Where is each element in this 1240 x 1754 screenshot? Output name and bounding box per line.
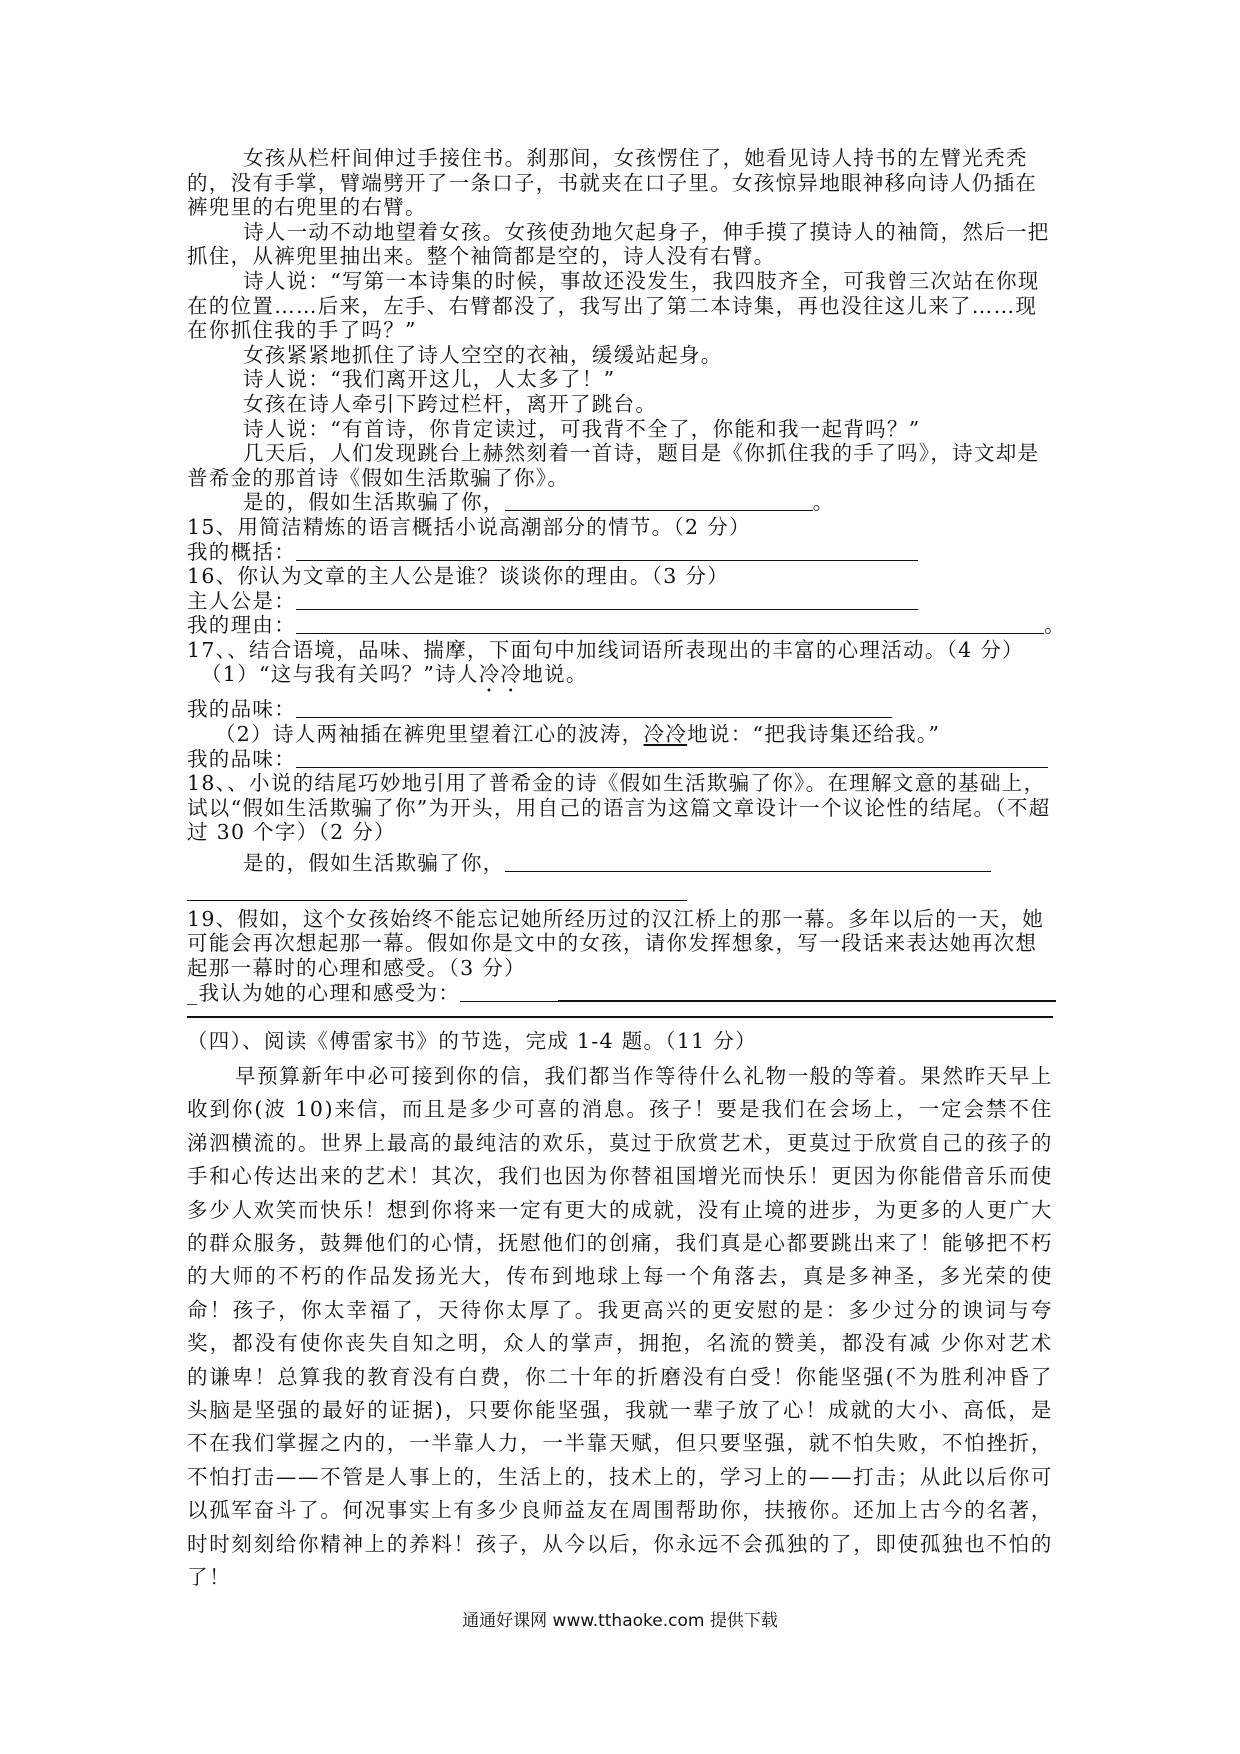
story-paragraph: 女孩从栏杆间伸过手接住书。刹那间，女孩愣住了，她看见诗人持书的左臂光秃秃的，没有手掌，臂端劈开了一条口子，书就夹在口子里。女孩惊异地眼神移向诗人仍插在裤兜里的右兜里的右臂。 bbox=[187, 146, 1038, 220]
q17-item-1: （1）“这与我有关吗？”诗人冷冷地说。 bbox=[201, 662, 588, 687]
question-16: 16、你认为文章的主人公是谁？谈谈你的理由。（3 分） bbox=[187, 564, 729, 589]
answer-blank[interactable] bbox=[505, 851, 991, 872]
q16-answer-line-2: 我的理由： 。 bbox=[187, 613, 1066, 638]
q17-answer-line-2: 我的品味： bbox=[187, 747, 1053, 772]
story-closing-line: 是的，假如生活欺骗了你， 。 bbox=[243, 490, 835, 515]
q16-answer-line-1: 主人公是： bbox=[187, 589, 1053, 614]
story-paragraph: 诗人一动不动地望着女孩。女孩使劲地欠起身子，伸手摸了摸诗人的袖筒，然后一把抓住，从裤兜里抽出来。整个袖筒都是空的，诗人没有右臂。 bbox=[187, 219, 1050, 269]
story-paragraph: 诗人说：“有首诗，你肯定读过，可我背不全了，你能和我一起背吗？” bbox=[243, 416, 921, 441]
emphasized-word: 冷冷 bbox=[478, 662, 523, 687]
section-divider bbox=[187, 1016, 1053, 1018]
q15-answer-line: 我的概括： bbox=[187, 540, 1053, 565]
story-paragraph: 女孩在诗人牵引下跨过栏杆，离开了跳台。 bbox=[243, 391, 658, 416]
question-19: 19、假如，这个女孩始终不能忘记她所经历过的汉江桥上的那一幕。多年以后的一天，她可能会再次想起那一幕。假如你是文中的女孩，请你发挥想象，写一段话来表达她再次想起那一幕时的心理和感受。（3 分） bbox=[187, 906, 1045, 980]
answer-blank[interactable] bbox=[296, 540, 918, 561]
underlined-word: 冷冷 bbox=[643, 722, 688, 747]
q19-answer-line: _我认为她的心理和感受为： bbox=[187, 980, 1053, 1006]
section-4 bbox=[187, 1028, 1053, 1595]
q17-answer-line-1: 我的品味： bbox=[187, 697, 1053, 722]
story-paragraph: 诗人说：“我们离开这儿，人太多了！” bbox=[243, 367, 616, 392]
q17-item-2: （2）诗人两袖插在裤兜里望着江心的波涛，冷冷地说：“把我诗集还给我。” bbox=[215, 722, 941, 747]
answer-blank[interactable] bbox=[296, 589, 918, 610]
question-18: 18、、小说的结尾巧妙地引用了普希金的诗《假如生活欺骗了你》。在理解文意的基础上，试以“假如生活欺骗了你”为开头，用自己的语言为这篇文章设计一个议论性的结尾。（不超过 30 个字）（2 分） bbox=[187, 771, 1051, 845]
section-4-heading: （四）、阅读《傅雷家书》的节选，完成 1-4 题。（11 分） bbox=[187, 1029, 757, 1053]
story-paragraph: 诗人说：“写第一本诗集的时候，事故还没发生，我四肢齐全，可我曾三次站在你现在的位置……后来，左手、右臂都没了，我写出了第二本诗集，再也没往这儿来了……现在你抓住我的手了吗？” bbox=[187, 268, 1040, 343]
question-17: 17、、结合语境，品味、揣摩，下面句中加线词语所表现出的丰富的心理活动。（4 分） bbox=[187, 637, 1024, 662]
answer-blank[interactable] bbox=[505, 490, 813, 511]
q18-answer-line: 是的，假如生活欺骗了你， bbox=[187, 851, 1053, 876]
section-4-passage: 早预算新年中必可接到你的信，我们都当作等待什么礼物一般的等着。果然昨天早上收到你(波 10)来信，而且是多少可喜的消息。孩子！要是我们在会场上，一定会禁不住涕泗横流的。世界上最高的最纯洁的欢乐，莫过于欣赏艺术，更莫过于欣赏自己的孩子的手和心传达出来的艺术！其次，我们也因为你替祖国增光而快乐！更因为你能借音乐而使多少人欢笑而快乐！想到你将来一定有更大的成就，没有止境的进步，为更多的人更广大的群众服务，鼓舞他们的心情，抚慰他们的创痛，我们真是心都要跳出来了！能够把不朽的大师的不朽的作品发扬光大，传布到地球上每一个角落去，真是多神圣，多光荣的使命！孩子，你太幸福了，天待你太厚了。我更高兴的更安慰的是：多少过分的谀词与夸奖，都没有使你丧失自知之明，众人的掌声，拥抱，名流的赞美，都没有减 少你对艺术的谦卑！总算我的教育没有白费，你二十年的折磨没有白受！你能坚强(不为胜利冲昏了头脑是坚强的最好的证据)，只要你能坚强，我就一辈子放了心！成就的大小、高低，是不在我们掌握之内的，一半靠人力，一半靠天赋，但只要坚强，就不怕失败，不怕挫折，不怕打击——不管是人事上的，生活上的，技术上的，学习上的——打击；从此以后你可以孤军奋斗了。何况事实上有多少良师益友在周围帮助你，扶掖你。还加上古今的名著，时时刻刻给你精神上的养料！孩子，从今以后，你永远不会孤独的了，即使孤独也不怕的了！ bbox=[187, 1064, 1053, 1590]
answer-blank[interactable] bbox=[460, 981, 558, 1002]
answer-blank[interactable] bbox=[558, 980, 1056, 1002]
answer-blank[interactable] bbox=[187, 876, 687, 901]
question-15: 15、用简洁精炼的语言概括小说高潮部分的情节。（2 分） bbox=[187, 514, 751, 539]
story-excerpt bbox=[187, 146, 1066, 1018]
story-paragraph: 女孩紧紧地抓住了诗人空空的衣袖，缓缓站起身。 bbox=[243, 342, 723, 367]
footer-source: 通通好课网 www.tthaoke.com 提供下载 bbox=[462, 1611, 778, 1631]
answer-blank[interactable] bbox=[296, 747, 1048, 768]
story-paragraph: 几天后，人们发现跳台上赫然刻着一首诗，题目是《你抓住我的手了吗》，诗文却是普希金的那首诗《假如生活欺骗了你》。 bbox=[187, 441, 1040, 490]
answer-blank[interactable] bbox=[296, 613, 1044, 634]
answer-blank[interactable] bbox=[296, 697, 892, 718]
